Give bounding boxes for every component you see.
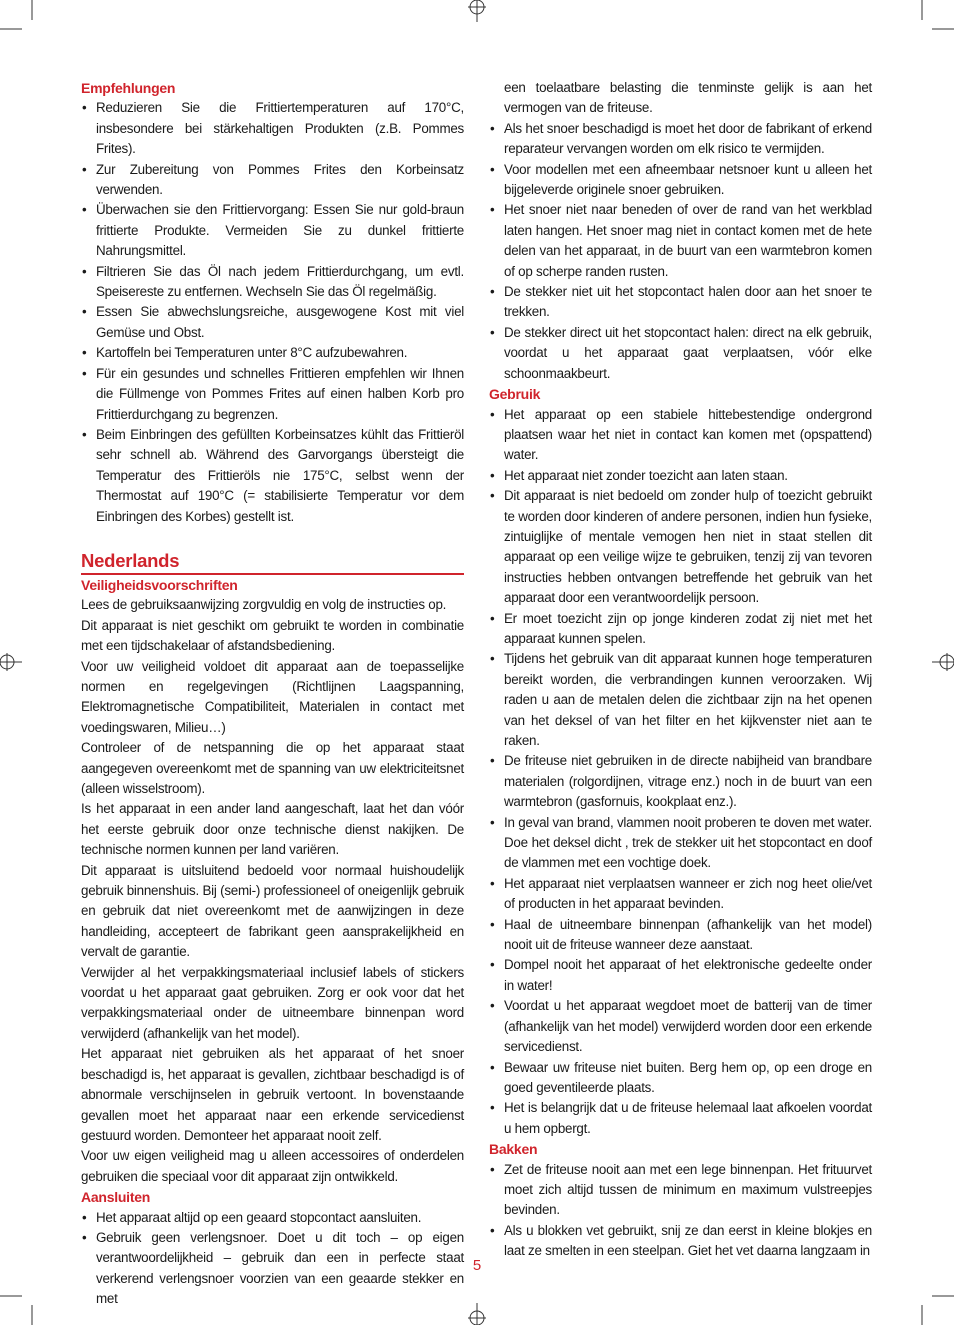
list-item: • Dit apparaat is niet bedoeld om zonder hulp of toezicht gebruikt te worden door kinderen of andere personen, indien hun fysieke, zintuiglijke of mentale vemogen hen niet in staat stellen dit apparaat op een veilige wijze te gebruiken, tenzij zij van tevoren instructies hebben ontvangen betreffende het gebruik van het apparaat door een verantwoordelijk persoon. xyxy=(489,486,872,608)
list-item: • Für ein gesundes und schnelles Frittieren empfehlen wir Ihnen die Füllmenge von Pommes Frites auf einen halben Korb pro Frittierdurchgang zu begrenzen. xyxy=(81,364,464,425)
list-item: • Zur Zubereitung von Pommes Frites den Korbeinsatz verwenden. xyxy=(81,160,464,201)
paragraph: Verwijder al het verpakkingsmateriaal inclusief labels of stickers voordat u het apparaat gaat gebruiken. Zorg er ook voor dat het verpakkingsmateriaal onder de uitneembare binnenpan word verwijderd (afhankelijk van het model). xyxy=(81,964,464,1041)
section-title-veiligheidsvoorschriften: Veiligheidsvoorschriften xyxy=(81,576,238,593)
section-title-gebruik: Gebruik xyxy=(489,386,541,403)
list-item: • Reduzieren Sie die Frittiertemperaturen auf 170°C, insbesondere bei stärkehaltigen Produkten (z.B. Pommes Frites). xyxy=(81,98,464,159)
list-aansluiten-continued xyxy=(489,119,872,384)
paragraph: Voor uw veiligheid voldoet dit apparaat aan de toepasselijke normen en regelgevingen (Richtlijnen Laagspanning, Elektromagnetische Compatibiliteit, Materialen in contact met voedingswaren, Milieu…) xyxy=(81,658,464,735)
list-item: • Bewaar uw friteuse niet buiten. Berg hem op, op een droge en goed geventileerde plaats. xyxy=(489,1058,872,1099)
page-number: 5 xyxy=(472,1257,482,1274)
list-item: • Kartoffeln bei Temperaturen unter 8°C aufzubewahren. xyxy=(81,343,464,363)
list-empfehlungen xyxy=(81,98,464,527)
list-item: • Essen Sie abwechslungsreiche, ausgewogene Kost mit viel Gemüse und Obst. xyxy=(81,302,464,343)
list-item: • Tijdens het gebruik van dit apparaat kunnen hoge temperaturen bereikt worden, die verbrandingen kunnen veroorzaken. Wij raden u aan de metalen delen die zichtbaar zijn na het openen van het deksel of van het filter en het kijkvenster niet aan te raken. xyxy=(489,649,872,751)
list-item: • Het is belangrijk dat u de friteuse helemaal laat afkoelen voordat u hem opbergt. xyxy=(489,1098,872,1139)
list-item: • Voordat u het apparaat wegdoet moet de batterij van de timer (afhankelijk van het model) verwijderd worden door een erkende servicedienst. xyxy=(489,996,872,1057)
list-item: • Haal de uitneembare binnenpan (afhankelijk van het model) nooit uit de friteuse wanneer deze aanstaat. xyxy=(489,915,872,956)
paragraph: Het apparaat niet gebruiken als het apparaat of het snoer beschadigd is, het apparaat is gevallen, zichtbaar beschadigd is of abnormale verschijnselen in gebruik vertoont. In bovenstaande gevallen moet het apparaat naar een erkende servicedienst gestuurd worden. Demonteer het apparaat nooit zelf. xyxy=(81,1046,464,1143)
list-item: • Überwachen sie den Frittiervorgang: Essen Sie nur gold-braun frittierte Produkte. Vermeiden Sie zu dunkel frittierte Nahrungsmittel. xyxy=(81,200,464,261)
language-heading-nederlands: Nederlands xyxy=(81,527,464,575)
paragraph: Dit apparaat is niet geschikt om gebruikt te worden in combinatie met een tijdschakelaar of afstandsbediening. xyxy=(81,617,464,654)
list-item: • Als het snoer beschadigd is moet het door de fabrikant of erkend reparateur vervangen worden om elk risico te vermijden. xyxy=(489,119,872,160)
list-item: • De friteuse niet gebruiken in de directe nabijheid van brandbare materialen (rolgordijnen, vitrage enz.) noch in de buurt van een warmtebron (gasfornuis, kookplaat enz.). xyxy=(489,751,872,812)
list-item: • Dompel nooit het apparaat of het elektronische gedeelte onder in water! xyxy=(489,955,872,996)
paragraph: Dit apparaat is uitsluitend bedoeld voor normaal huishoudelijk gebruik binnenshuis. Bij (semi-) professioneel of oneigenlijk gebruik en gebruik dat niet overeenkomt met de aanwijzingen in deze handleiding, accepteert de fabrikant geen aansprakelijkheid en vervalt de garantie. xyxy=(81,862,464,960)
list-item: • Gebruik geen verlengsnoer. Doet u dit toch – op eigen verantwoordelijkheid – gebruik dan een in perfecte staat verkerend verlengsnoer voorzien van een geaarde stekker en met xyxy=(81,1228,464,1310)
list-item: • Er moet toezicht zijn op jonge kinderen zodat zij niet met het apparaat kunnen spelen. xyxy=(489,609,872,650)
list-item: • Beim Einbringen des gefüllten Korbeinsatzes kühlt das Frittieröl sehr schnell ab. Während des Garvorgangs übersteigt die Temperatur des Frittieröls nie 175°C, selbst wenn der Thermostat auf 190°C (= stabilisierte Temperatur vor dem Einbringen des Korbes) gestellt ist. xyxy=(81,425,464,527)
paragraph: Lees de gebruiksaanwijzing zorgvuldig en volg de instructies op. xyxy=(81,597,447,613)
section-title-aansluiten: Aansluiten xyxy=(81,1189,151,1206)
paragraph: Is het apparaat in een ander land aangeschaft, laat het dan vóór het eerste gebruik door onze technische dienst nakijken. De technische normen kunnen per land variëren. xyxy=(81,801,464,858)
registration-mark-top-icon xyxy=(466,0,488,22)
list-item: • Filtrieren Sie das Öl nach jedem Frittierdurchgang, um evtl. Speisereste zu entfernen. Wechseln Sie das Öl regelmäßig. xyxy=(81,262,464,303)
list-item: • Het apparaat op een stabiele hittebestendige ondergrond plaatsen waar het niet in contact kan komen met (opspattend) water. xyxy=(489,405,872,466)
list-item: • In geval van brand, vlammen nooit proberen te doven met water. Doe het deksel dicht , trek de stekker uit het stopcontact en doof de vlammen met een vochtige doek. xyxy=(489,813,872,874)
list-item: • Het apparaat altijd op een geaard stopcontact aansluiten. xyxy=(81,1208,464,1228)
section-title-bakken: Bakken xyxy=(489,1141,538,1158)
list-item: • Zet de friteuse nooit aan met een lege binnenpan. Het frituurvet moet zich altijd tussen de minimum en maximum vulstreepjes bevinden. xyxy=(489,1160,872,1221)
registration-mark-bottom-icon xyxy=(466,1303,488,1325)
list-item: • Voor modellen met een afneembaar netsnoer kunt u alleen het bijgeleverde originele snoer gebruiken. xyxy=(489,160,872,201)
list-item-continuation: een toelaatbare belasting die tenminste gelijk is aan het vermogen van de friteuse. xyxy=(504,80,872,116)
list-gebruik xyxy=(489,405,872,1140)
left-column xyxy=(81,78,464,1310)
list-item: • De stekker niet uit het stopcontact halen door aan het snoer te trekken. xyxy=(489,282,872,323)
right-column xyxy=(489,78,872,1262)
list-bakken xyxy=(489,1160,872,1262)
list-item: • Het snoer niet naar beneden of over de rand van het werkblad laten hangen. Het snoer mag niet in contact komen met de hete delen van het apparaat, in de buurt van een warmtebron komen of op scherpe randen rusten. xyxy=(489,200,872,282)
list-item: • Het apparaat niet verplaatsen wanneer er zich nog heet olie/vet of producten in het apparaat bevinden. xyxy=(489,874,872,915)
section-title-empfehlungen: Empfehlungen xyxy=(81,80,176,96)
list-item: • De stekker direct uit het stopcontact halen: direct na elk gebruik, voordat u het apparaat gaat verplaatsen, vóór elke schoonmaakbeurt. xyxy=(489,323,872,384)
paragraph: Controleer of de netspanning die op het apparaat staat aangegeven overeenkomt met de spanning van uw elektriciteitsnet (alleen wisselstroom). xyxy=(81,740,464,796)
registration-mark-left-icon xyxy=(0,651,22,673)
registration-mark-right-icon xyxy=(932,651,954,673)
list-item: • Als u blokken vet gebruikt, snij ze dan eerst in kleine blokjes en laat ze smelten in een steelpan. Giet het vet daarna langzaam in xyxy=(489,1221,872,1262)
paragraph: Voor uw eigen veiligheid mag u alleen accessoires of onderdelen gebruiken die speciaal voor dit apparaat zijn ontwikkeld. xyxy=(81,1148,464,1184)
list-item: • Het apparaat niet zonder toezicht aan laten staan. xyxy=(489,466,872,486)
